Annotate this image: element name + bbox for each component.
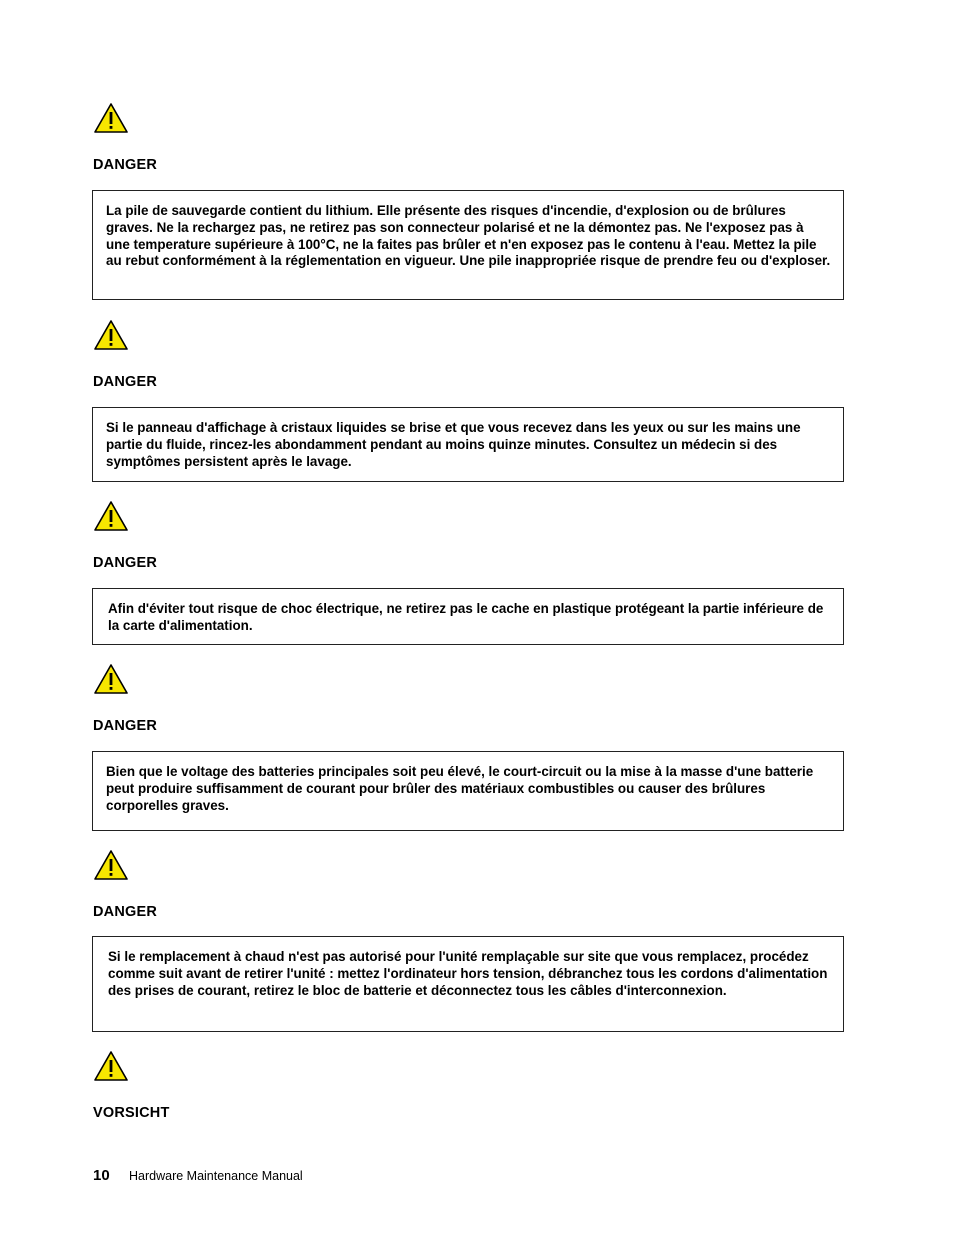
warning-triangle-icon	[93, 319, 129, 351]
warning-triangle-icon	[93, 849, 129, 881]
caution-label: VORSICHT	[93, 1105, 170, 1121]
page-number: 10	[93, 1167, 110, 1184]
notice-label: DANGER	[93, 555, 158, 571]
notice-box	[92, 936, 844, 1032]
notice-text: La pile de sauvegarde contient du lithium. Elle présente des risques d'incendie, d'explosion ou de brûlures graves. Ne la rechargez pas, ne retirez pas son connecteur polarisé et ne la démontez pas. Ne l'exposez pas à une temperature supérieure à 100°C, ne la faites pas brûler et n'en exposez pas le contenu à l'eau. Mettez la pile au rebut conformément à la réglementation en vigueur. Une pile inappropriée risque de prendre feu ou d'exploser.	[106, 203, 831, 269]
notice-text: Afin d'éviter tout risque de choc électrique, ne retirez pas le cache en plastique protégeant la partie inférieure de la carte d'alimentation.	[108, 601, 824, 633]
notice-box	[92, 751, 844, 831]
warning-triangle-icon	[93, 500, 129, 532]
notice-label: DANGER	[93, 157, 158, 173]
notice-text: Si le remplacement à chaud n'est pas autorisé pour l'unité remplaçable sur site que vous remplacez, procédez comme suit avant de retirer l'unité : mettez l'ordinateur hors tension, débranchez tous les cordons d'alimentation des prises de courant, retirez le bloc de batterie et déconnectez tous les câbles d'interconnexion.	[108, 949, 828, 998]
notice-box	[92, 407, 844, 482]
warning-triangle-icon	[93, 663, 129, 695]
notice-box	[92, 190, 844, 300]
notice-label: DANGER	[93, 374, 158, 390]
notice-box	[92, 588, 844, 645]
warning-triangle-icon	[93, 102, 129, 134]
notice-text: Bien que le voltage des batteries principales soit peu élevé, le court-circuit ou la mise à la masse d'une batterie peut produire suffisamment de courant pour brûler des matériaux combustibles ou causer des brûlures corporelles graves.	[106, 764, 814, 813]
notice-label: DANGER	[93, 718, 158, 734]
warning-triangle-icon	[93, 1050, 129, 1082]
notice-text: Si le panneau d'affichage à cristaux liquides se brise et que vous recevez dans les yeux ou sur les mains une partie du fluide, rincez-les abondamment pendant au moins quinze minutes. Consultez un médecin si des symptômes persistent après le lavage.	[106, 420, 801, 469]
manual-title: Hardware Maintenance Manual	[129, 1169, 303, 1183]
notice-label: DANGER	[93, 904, 158, 920]
